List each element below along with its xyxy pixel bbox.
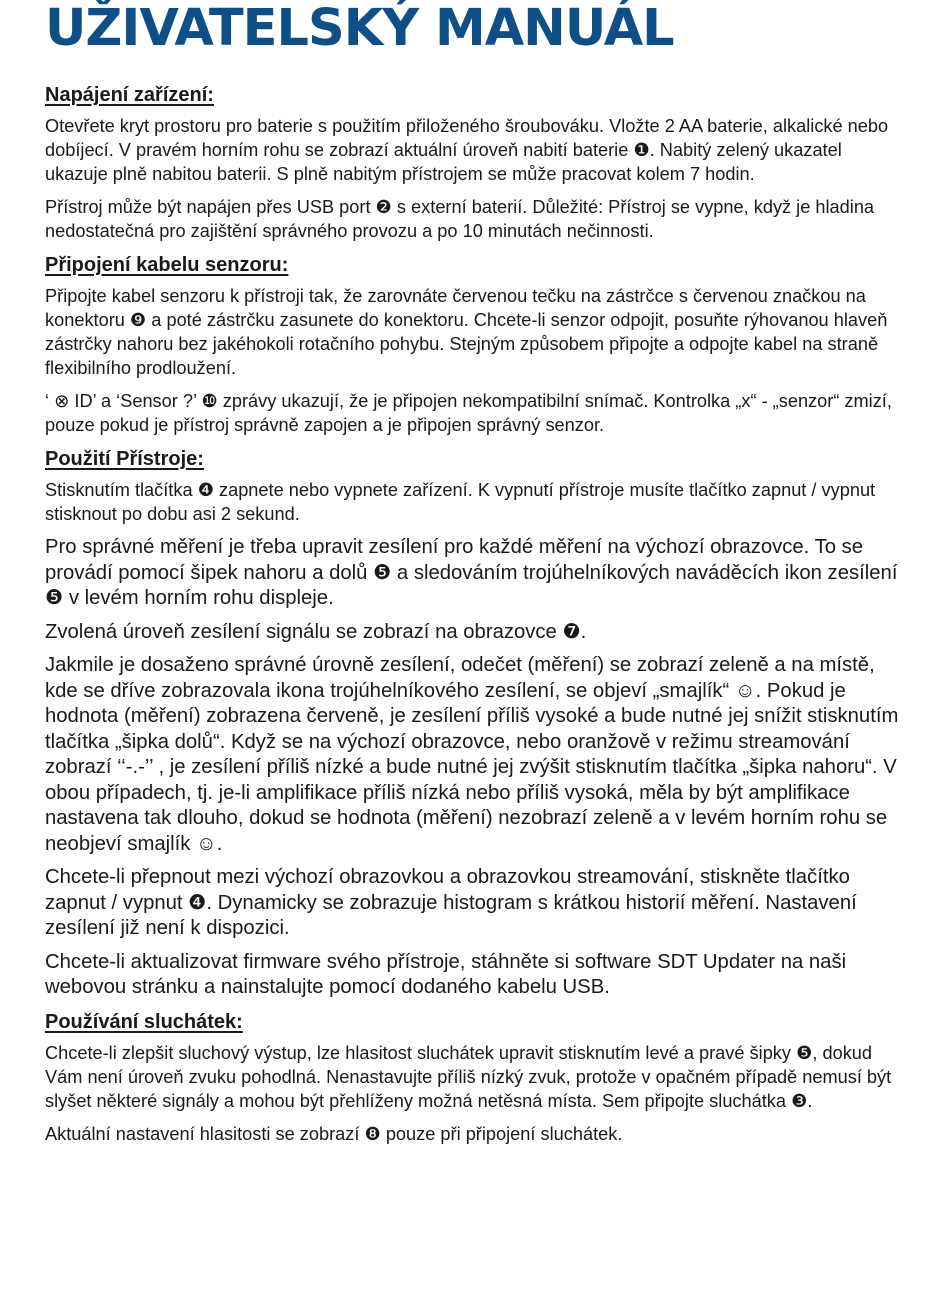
section-heading-power: Napájení zařízení: bbox=[45, 84, 214, 106]
paragraph: Chcete-li přepnout mezi výchozí obrazovkou a obrazovkou streamování, stiskněte tlačítko zapnut / vypnut ❹. Dynamicky se zobrazuje histogram s krátkou historií měření. Nastavení zesílení již není k dispozici. bbox=[45, 866, 857, 939]
paragraph: Stisknutím tlačítka ❹ zapnete nebo vypnete zařízení. K vypnutí přístroje musíte tlačítko zapnut / vypnut stisknout po dobu asi 2 sekund. bbox=[45, 480, 876, 524]
paragraph: Přístroj může být napájen přes USB port ❷ s externí baterií. Důležité: Přístroj se vypne, když je hladina nedostatečná pro zajištění správného provozu a po 10 minutách nečinnosti. bbox=[45, 197, 875, 241]
section-heading-headphones: Používání sluchátek: bbox=[45, 1010, 243, 1033]
paragraph: Otevřete kryt prostoru pro baterie s použitím přiloženého šroubováku. Vložte 2 AA baterie, alkalické nebo dobíjecí. V pravém horním rohu se zobrazí aktuální úroveň nabití baterie ❶. Nabitý zelený ukazatel ukazuje plně nabitou baterii. S plně nabitým přístrojem se může pracovat kolem 7 hodin. bbox=[45, 116, 889, 184]
paragraph: Pro správné měření je třeba upravit zesílení pro každé měření na výchozí obrazovce. To se provádí pomocí šipek nahoru a dolů ❺ a sledováním trojúhelníkových naváděcích ikon zesílení ❺ v levém horním rohu displeje. bbox=[45, 536, 898, 609]
section-heading-device-use: Použití Přístroje: bbox=[45, 448, 204, 470]
manual-page bbox=[45, 0, 907, 1155]
paragraph: Jakmile je dosaženo správné úrovně zesílení, odečet (měření) se zobrazí zeleně a na místě, kde se dříve zobrazovala ikona trojúhelníkového zesílení, se objeví „smajlík“ ☺. Pokud je hodnota (měření) zobrazena červeně, je zesílení příliš vysoké a bude nutné jej snížit stisknutím tlačítka „šipka dolů“. Když se na výchozí obrazovce, nebo oranžově v režimu streamování zobrazí ‘‘-.-’’ , je zesílení příliš nízké a bude nutné jej zvýšit stisknutím tlačítka „šipka nahoru“. V obou případech, tj. je-li amplifikace příliš nízká nebo příliš vysoká, měla by být amplifikace nastavena tak dlouho, dokud se hodnota (měření) nezobrazí zeleně a v levém horním rohu se neobjeví smajlík ☺. bbox=[45, 654, 899, 855]
paragraph: ‘ ⊗ ID’ a ‘Sensor ?’ ❿ zprávy ukazují, že je připojen nekompatibilní snímač. Kontrolka „x“ - „senzor“ zmizí, pouze pokud je přístroj správně zapojen a je připojen správný senzor. bbox=[45, 391, 892, 435]
section-power bbox=[45, 82, 907, 243]
section-heading-sensor-cable: Připojení kabelu senzoru: bbox=[45, 254, 289, 276]
document-title: UŽIVATELSKÝ MANUÁL bbox=[45, 0, 674, 58]
paragraph: Aktuální nastavení hlasitosti se zobrazí ❽ pouze při připojení sluchátek. bbox=[45, 1123, 623, 1144]
section-device-use bbox=[45, 446, 907, 1001]
paragraph: Chcete-li aktualizovat firmware svého přístroje, stáhněte si software SDT Updater na naši webovou stránku a nainstalujte pomocí dodaného kabelu USB. bbox=[45, 950, 847, 998]
section-headphones bbox=[45, 1009, 907, 1146]
paragraph: Chcete-li zlepšit sluchový výstup, lze hlasitost sluchátek upravit stisknutím levé a pravé šipky ❺, dokud Vám není úroveň zvuku pohodlná. Nenastavujte příliš nízký zvuk, protože v opačném případě nemusí být slyšet některé signály a mohou být přehlíženy možná netěsná místa. Sem připojte sluchátka ❸. bbox=[45, 1042, 892, 1111]
paragraph: Připojte kabel senzoru k přístroji tak, že zarovnáte červenou tečku na zástrčce s červenou značkou na konektoru ❾ a poté zástrčku zasunete do konektoru. Chcete-li senzor odpojit, posuňte rýhovanou hlaveň zástrčky nahoru bez jakéhokoli rotačního pohybu. Stejným způsobem připojte a odpojte kabel na straně flexibilního prodloužení. bbox=[45, 286, 888, 378]
paragraph: Zvolená úroveň zesílení signálu se zobrazí na obrazovce ❼. bbox=[45, 620, 587, 643]
section-sensor-cable bbox=[45, 252, 907, 437]
